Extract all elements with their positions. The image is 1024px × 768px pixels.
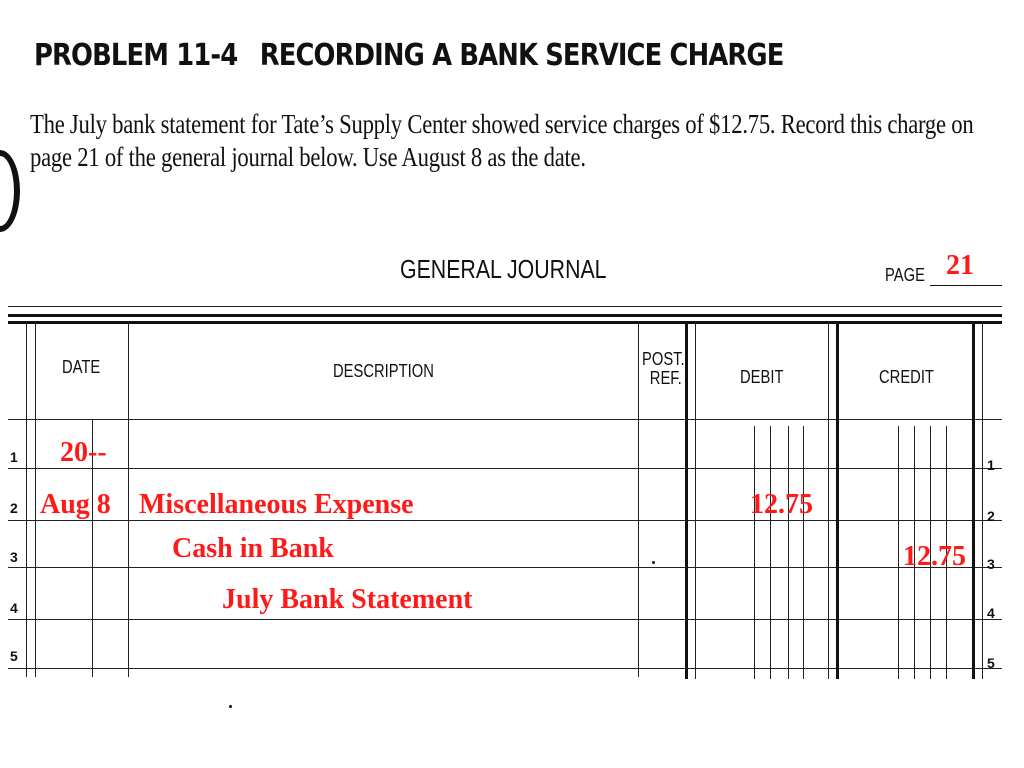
- line-number-left: 2: [10, 500, 18, 516]
- entry-date: Aug 8: [40, 489, 111, 520]
- table-top-rule-bold: [8, 321, 1002, 324]
- page-number: 21: [946, 250, 974, 281]
- speck: [229, 705, 232, 708]
- col-rule: [26, 321, 27, 677]
- col-rule: [35, 321, 36, 677]
- line-number-left: 3: [10, 549, 18, 565]
- table-top-rule: [8, 306, 1002, 307]
- entry-debit-account: Miscellaneous Expense: [139, 489, 414, 520]
- page-label: PAGE: [885, 265, 925, 285]
- col-rule: [128, 321, 129, 677]
- problem-instructions: The July bank statement for Tate’s Supply Center showed service charges of $12.75. Record this charge on page 21 of the general journal below. Use August 8 as the date.: [30, 109, 974, 172]
- post-ref-line-1: POST.: [642, 349, 685, 369]
- line-number-left: 5: [10, 648, 18, 664]
- entry-source-document: July Bank Statement: [222, 584, 473, 615]
- debit-sub-rule: [803, 426, 804, 679]
- col-header-debit: DEBIT: [740, 367, 784, 387]
- page-number-line: [930, 285, 1002, 286]
- header-bottom-rule: [8, 419, 1002, 420]
- col-header-date: DATE: [62, 357, 101, 377]
- col-rule: [828, 321, 829, 679]
- row-rule: [8, 567, 1002, 568]
- problem-title: RECORDING A BANK SERVICE CHARGE: [259, 38, 784, 73]
- entry-year: 20--: [60, 437, 107, 468]
- col-rule: [638, 321, 639, 677]
- col-rule: [972, 321, 975, 679]
- line-number-right: 3: [987, 556, 995, 572]
- line-number-right: 2: [987, 508, 995, 524]
- line-number-right: 4: [987, 605, 995, 621]
- entry-credit-account: Cash in Bank: [172, 533, 334, 564]
- col-rule: [982, 321, 983, 679]
- journal-title: GENERAL JOURNAL: [400, 254, 607, 284]
- binder-ring-mark: [0, 150, 20, 232]
- entry-debit-amount: 12.75: [750, 489, 813, 520]
- problem-number: PROBLEM 11-4: [34, 38, 238, 73]
- col-rule: [836, 321, 839, 679]
- col-header-description: DESCRIPTION: [333, 361, 434, 381]
- row-rule: [8, 619, 1002, 620]
- post-ref-line-2: REF.: [649, 368, 682, 388]
- line-number-left: 4: [10, 600, 18, 616]
- row-rule: [8, 668, 1002, 669]
- row-rule: [8, 468, 1002, 469]
- debit-sub-rule: [770, 426, 771, 679]
- line-number-right: 1: [987, 457, 995, 473]
- col-rule: [695, 321, 696, 679]
- table-top-rule-bold: [8, 314, 1002, 317]
- credit-sub-rule: [898, 426, 899, 679]
- col-header-post-ref: [642, 350, 685, 388]
- entry-credit-amount: 12.75: [903, 541, 966, 572]
- line-number-right: 5: [987, 655, 995, 671]
- debit-sub-rule: [788, 426, 789, 679]
- col-rule: [685, 321, 688, 679]
- col-header-credit: CREDIT: [879, 367, 934, 387]
- speck: [652, 561, 655, 564]
- line-number-left: 1: [10, 449, 18, 465]
- problem-heading: [34, 38, 784, 73]
- debit-sub-rule: [754, 426, 755, 679]
